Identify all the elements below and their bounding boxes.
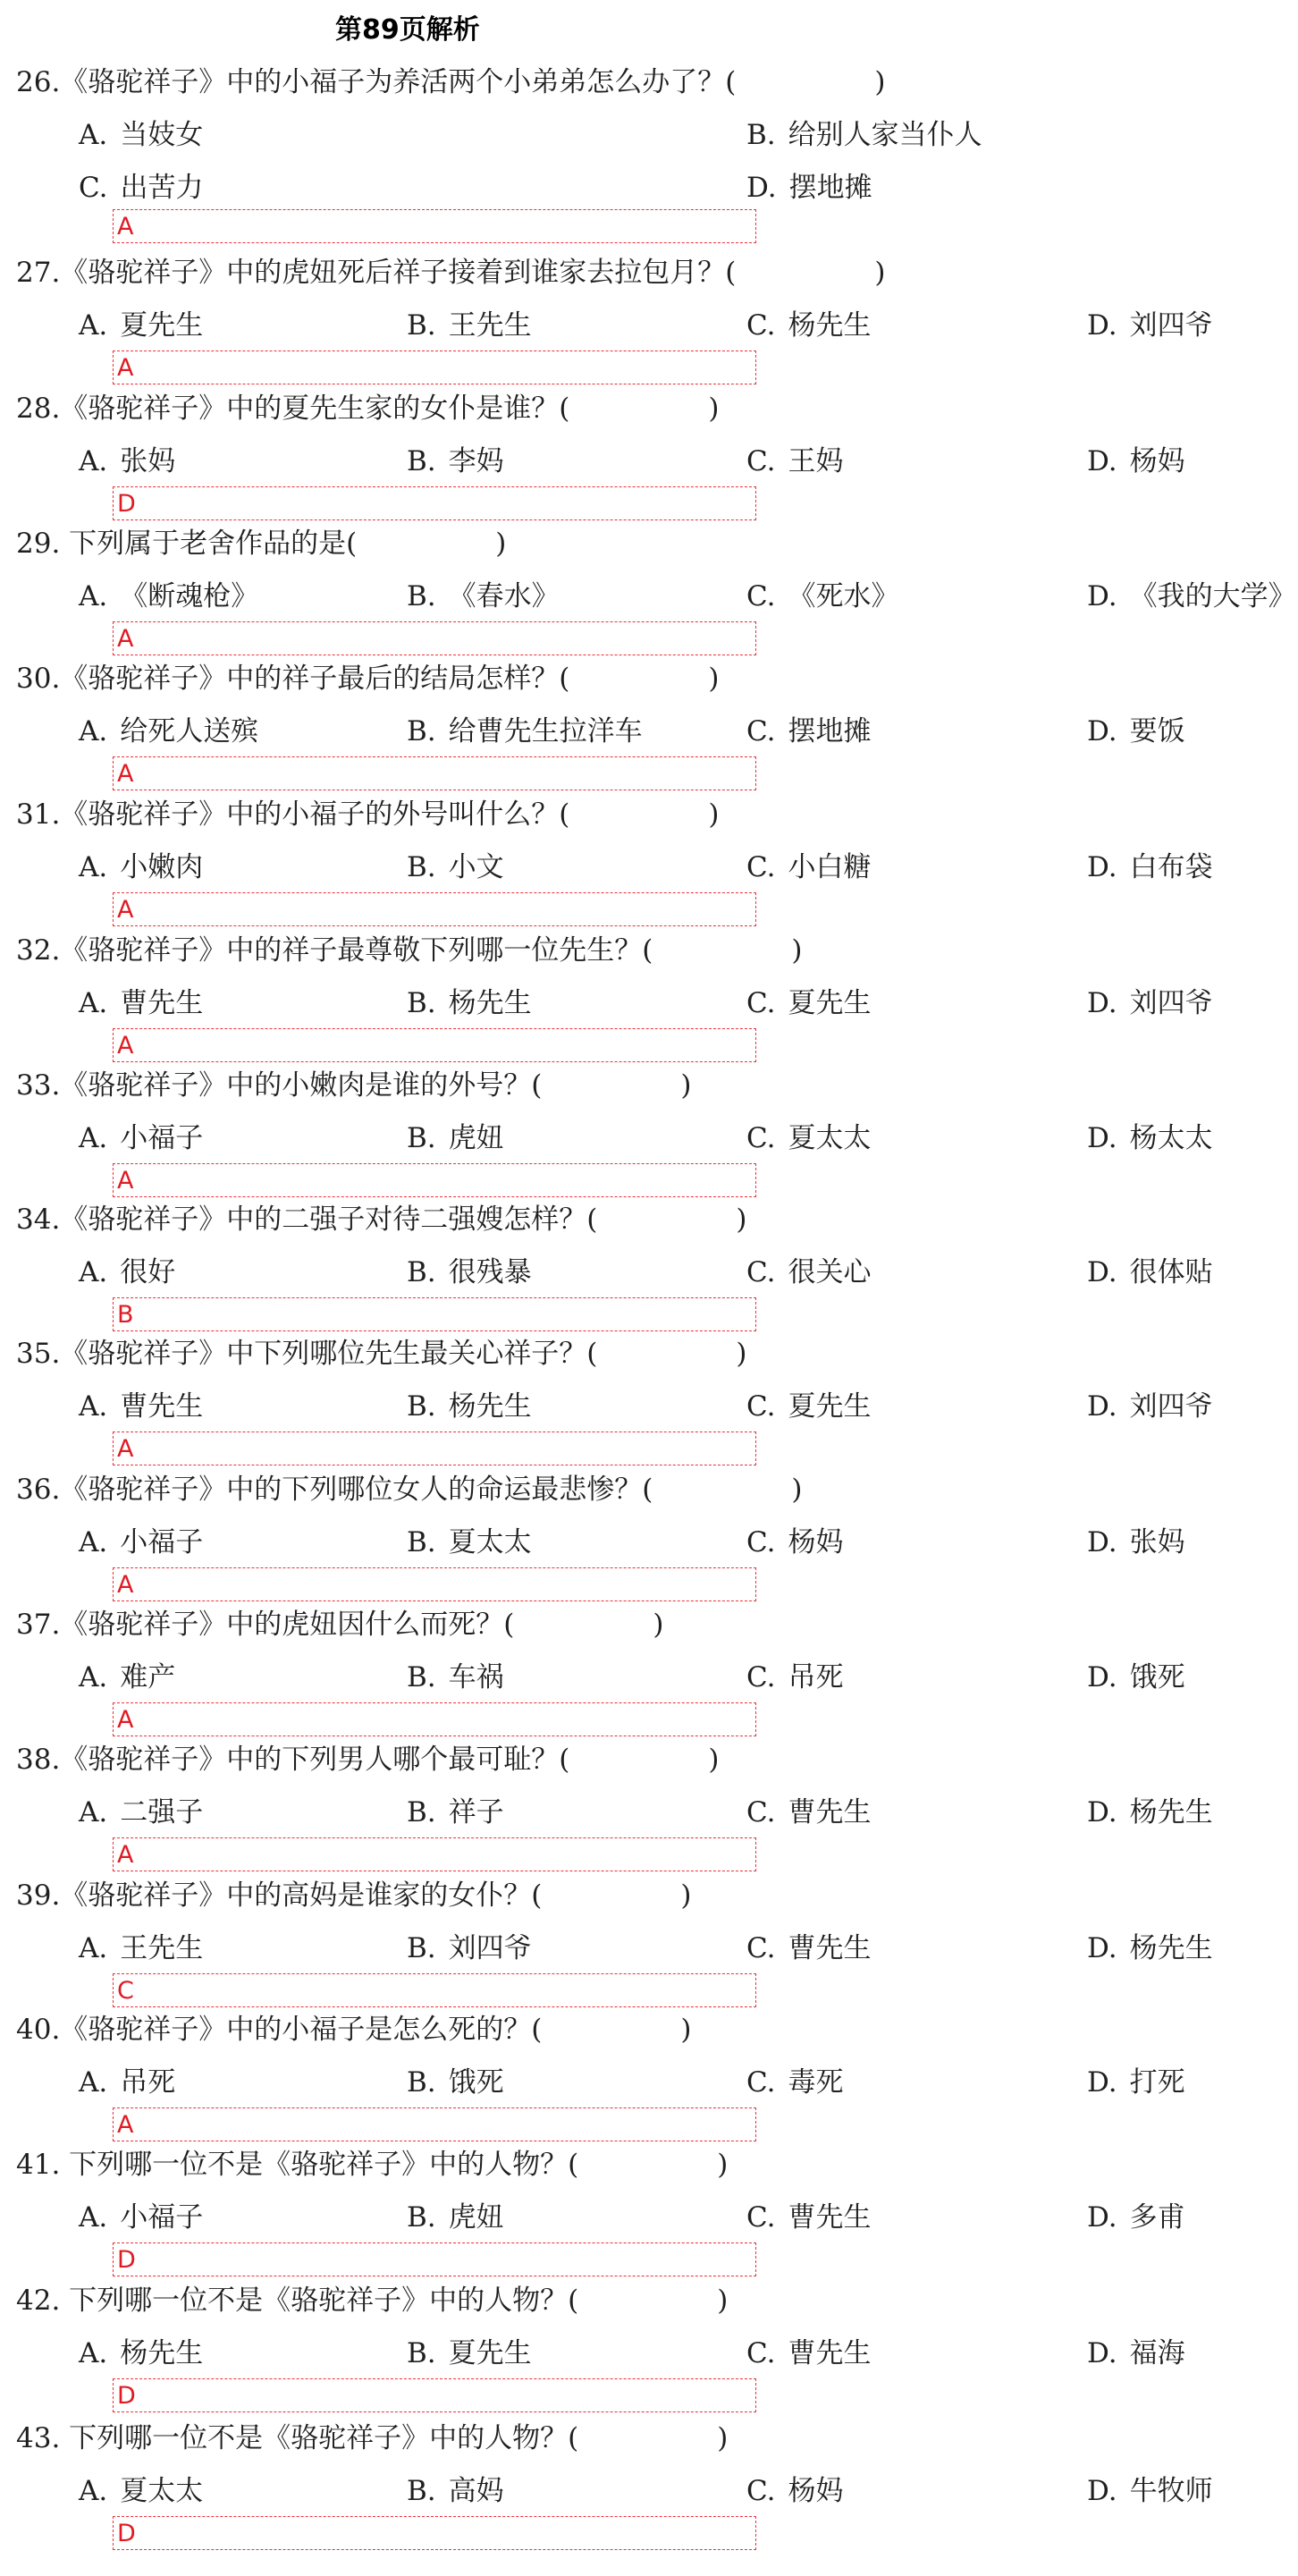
option-text: 王先生	[120, 1932, 204, 1964]
option-letter: A.	[79, 851, 108, 883]
option-letter: A.	[79, 309, 108, 342]
option-b	[407, 443, 504, 479]
option-d	[1087, 1254, 1213, 1290]
option-text: 毒死	[788, 2066, 844, 2099]
answer-box: A	[113, 1837, 756, 1871]
option-text: 刘四爷	[1129, 987, 1213, 1019]
option-b	[407, 849, 504, 885]
option-letter: D.	[1087, 987, 1117, 1019]
option-text: 王先生	[448, 309, 532, 342]
answer-box: A	[113, 621, 756, 655]
option-c	[746, 2065, 843, 2100]
question-stem: 32.《骆驼祥子》中的祥子最尊敬下列哪一位先生？( )	[16, 934, 803, 967]
option-letter: B.	[407, 1390, 436, 1423]
option-text: 很好	[120, 1256, 176, 1288]
question-item	[0, 1878, 1298, 2013]
option-text: 张妈	[120, 445, 176, 477]
option-text: 李妈	[448, 445, 504, 477]
question-item	[0, 255, 1298, 390]
answer-box: A	[113, 756, 756, 790]
option-a	[79, 443, 175, 479]
option-text: 很关心	[788, 1256, 872, 1288]
question-item	[0, 1336, 1298, 1471]
option-letter: D.	[1087, 580, 1117, 612]
option-letter: B.	[407, 1256, 436, 1288]
option-text: 刘四爷	[1129, 309, 1213, 342]
option-text: 当妓女	[120, 119, 204, 151]
option-d	[1087, 443, 1185, 479]
option-c	[746, 1660, 843, 1695]
option-a	[79, 1389, 203, 1424]
answer-box: A	[113, 1028, 756, 1062]
option-letter: A.	[79, 1256, 108, 1288]
question-stem: 36.《骆驼祥子》中的下列哪位女人的命运最悲惨？( )	[16, 1474, 803, 1506]
option-letter: C.	[746, 715, 776, 747]
option-d	[1087, 714, 1185, 749]
answer-box: A	[113, 1702, 756, 1736]
option-text: 白布袋	[1129, 851, 1213, 883]
option-letter: D.	[1087, 1932, 1117, 1964]
option-d	[746, 170, 872, 206]
option-letter: B.	[407, 309, 436, 342]
option-text: 夏太太	[448, 1526, 532, 1558]
answer-box: D	[113, 2242, 756, 2276]
question-stem: 30.《骆驼祥子》中的祥子最后的结局怎样？( )	[16, 663, 720, 695]
option-text: 二强子	[120, 1796, 204, 1829]
option-letter: B.	[407, 1932, 436, 1964]
option-a	[79, 2335, 203, 2371]
option-text: 很体贴	[1129, 1256, 1213, 1288]
option-text: 难产	[120, 1661, 176, 1693]
option-letter: A.	[79, 715, 108, 747]
option-b	[407, 579, 560, 614]
question-stem: 29. 下列属于老舍作品的是( )	[16, 528, 507, 560]
option-text: 曹先生	[120, 987, 204, 1019]
option-a	[79, 1795, 203, 1830]
option-text: 牛牧师	[1129, 2475, 1213, 2507]
option-letter: B.	[407, 1526, 436, 1558]
option-text: 曹先生	[788, 2337, 872, 2369]
question-item	[0, 2420, 1298, 2555]
answer-box: C	[113, 1973, 756, 2007]
option-text: 高妈	[448, 2475, 504, 2507]
option-text: 杨先生	[1129, 1796, 1213, 1829]
question-stem: 26.《骆驼祥子》中的小福子为养活两个小弟弟怎么办了？( )	[16, 66, 886, 98]
option-text: 《死水》	[788, 580, 899, 612]
option-text: 出苦力	[120, 172, 204, 204]
option-letter: D.	[1087, 715, 1117, 747]
option-letter: A.	[79, 2066, 108, 2099]
option-letter: C.	[746, 1122, 776, 1154]
option-b	[407, 714, 643, 749]
option-letter: D.	[1087, 2201, 1117, 2234]
option-text: 刘四爷	[1129, 1390, 1213, 1423]
option-letter: D.	[1087, 1256, 1117, 1288]
option-text: 要饭	[1129, 715, 1185, 747]
option-text: 摆地摊	[788, 172, 872, 204]
option-d	[1087, 1524, 1185, 1560]
option-a	[79, 2200, 203, 2235]
option-b	[407, 308, 532, 343]
option-letter: D.	[1087, 1796, 1117, 1829]
option-letter: A.	[79, 445, 108, 477]
option-letter: A.	[79, 580, 108, 612]
answer-box: D	[113, 2378, 756, 2412]
option-c	[746, 2200, 871, 2235]
answer-box: A	[113, 209, 756, 243]
question-stem: 43. 下列哪一位不是《骆驼祥子》中的人物？( )	[16, 2422, 729, 2454]
option-text: 小白糖	[788, 851, 872, 883]
option-letter: C.	[746, 2475, 776, 2507]
option-letter: A.	[79, 2475, 108, 2507]
option-text: 夏太太	[120, 2475, 204, 2507]
question-item	[0, 797, 1298, 932]
option-b	[407, 2473, 504, 2509]
option-text: 《春水》	[448, 580, 560, 612]
option-text: 小文	[448, 851, 504, 883]
option-text: 杨先生	[788, 309, 872, 342]
option-letter: A.	[79, 1661, 108, 1693]
option-b	[407, 1120, 504, 1156]
answer-box: D	[113, 2516, 756, 2550]
option-a	[79, 714, 258, 749]
option-text: 饿死	[1129, 1661, 1185, 1693]
option-text: 给死人送殡	[120, 715, 259, 747]
option-letter: B.	[407, 1122, 436, 1154]
answer-box: A	[113, 1432, 756, 1465]
option-text: 杨太太	[1129, 1122, 1213, 1154]
option-a	[79, 985, 203, 1021]
option-c	[746, 849, 871, 885]
option-text: 吊死	[788, 1661, 844, 1693]
option-b	[407, 1930, 532, 1966]
option-letter: C.	[746, 987, 776, 1019]
option-d	[1087, 2200, 1185, 2235]
question-item	[0, 1607, 1298, 1742]
option-c	[746, 443, 843, 479]
option-letter: B.	[407, 1661, 436, 1693]
question-item	[0, 933, 1298, 1068]
option-c	[746, 985, 871, 1021]
option-letter: A.	[79, 1796, 108, 1829]
option-a	[79, 1120, 203, 1156]
option-text: 夏先生	[788, 987, 872, 1019]
answer-box: A	[113, 1163, 756, 1197]
answer-box: A	[113, 1567, 756, 1601]
option-letter: D.	[1087, 1122, 1117, 1154]
answer-box: A	[113, 892, 756, 926]
option-c	[746, 1120, 871, 1156]
option-letter: C.	[746, 1390, 776, 1423]
option-a	[79, 308, 203, 343]
option-letter: D.	[1087, 2337, 1117, 2369]
option-text: 夏先生	[120, 309, 204, 342]
option-text: 饿死	[448, 2066, 504, 2099]
option-d	[1087, 2335, 1185, 2371]
question-item	[0, 1472, 1298, 1607]
option-letter: B.	[407, 2475, 436, 2507]
option-text: 曹先生	[788, 1932, 872, 1964]
page-title-text: 第89页解析	[335, 14, 480, 46]
option-d	[1087, 1389, 1213, 1424]
option-letter: C.	[746, 851, 776, 883]
option-text: 杨先生	[448, 1390, 532, 1423]
question-item	[0, 1742, 1298, 1877]
option-b	[407, 1524, 532, 1560]
option-letter: B.	[407, 987, 436, 1019]
option-a	[79, 1930, 203, 1966]
option-letter: D.	[1087, 2475, 1117, 2507]
option-text: 夏先生	[788, 1390, 872, 1423]
option-text: 曹先生	[120, 1390, 204, 1423]
option-letter: A.	[79, 2337, 108, 2369]
option-text: 杨妈	[1129, 445, 1185, 477]
option-text: 杨先生	[120, 2337, 204, 2369]
option-a	[79, 2065, 175, 2100]
option-letter: C.	[746, 2066, 776, 2099]
option-letter: C.	[746, 1256, 776, 1288]
option-text: 小嫩肉	[120, 851, 204, 883]
question-item	[0, 64, 1298, 252]
option-text: 杨妈	[788, 2475, 844, 2507]
option-c	[746, 1795, 871, 1830]
option-text: 曹先生	[788, 2201, 872, 2234]
option-text: 车祸	[448, 1661, 504, 1693]
option-letter: C.	[746, 2337, 776, 2369]
answer-box: A	[113, 351, 756, 384]
option-text: 夏先生	[448, 2337, 532, 2369]
question-stem: 40.《骆驼祥子》中的小福子是怎么死的？( )	[16, 2014, 692, 2046]
option-letter: A.	[79, 1526, 108, 1558]
option-letter: B.	[407, 1796, 436, 1829]
option-b	[407, 2065, 504, 2100]
option-letter: B.	[407, 445, 436, 477]
option-a	[79, 849, 203, 885]
option-b	[407, 1254, 532, 1290]
option-d	[1087, 2473, 1213, 2509]
question-stem: 27.《骆驼祥子》中的虎妞死后祥子接着到谁家去拉包月？( )	[16, 257, 886, 289]
question-item	[0, 1068, 1298, 1203]
option-d	[1087, 985, 1213, 1021]
option-letter: C.	[746, 1526, 776, 1558]
option-c	[746, 2473, 843, 2509]
option-c	[746, 579, 898, 614]
option-letter: D.	[746, 172, 777, 204]
option-letter: B.	[746, 119, 776, 151]
option-c	[79, 170, 203, 206]
option-letter: B.	[407, 851, 436, 883]
option-text: 祥子	[448, 1796, 504, 1829]
option-text: 小福子	[120, 1122, 204, 1154]
option-letter: A.	[79, 1932, 108, 1964]
option-letter: D.	[1087, 445, 1117, 477]
option-letter: D.	[1087, 851, 1117, 883]
option-letter: D.	[1087, 1390, 1117, 1423]
option-d	[1087, 1660, 1185, 1695]
answer-box: A	[113, 2107, 756, 2141]
option-a	[79, 2473, 203, 2509]
option-a	[79, 579, 258, 614]
option-text: 小福子	[120, 1526, 204, 1558]
option-d	[1087, 1120, 1213, 1156]
option-c	[746, 1524, 843, 1560]
option-letter: D.	[1087, 309, 1117, 342]
option-c	[746, 308, 871, 343]
option-a	[79, 1524, 203, 1560]
question-stem: 37.《骆驼祥子》中的虎妞因什么而死？( )	[16, 1609, 664, 1641]
option-letter: C.	[746, 309, 776, 342]
question-item	[0, 1202, 1298, 1337]
option-b	[746, 117, 982, 153]
option-letter: C.	[79, 172, 108, 204]
question-stem: 38.《骆驼祥子》中的下列男人哪个最可耻？( )	[16, 1744, 720, 1776]
option-letter: A.	[79, 1390, 108, 1423]
option-d	[1087, 2065, 1185, 2100]
option-letter: D.	[1087, 2066, 1117, 2099]
option-b	[407, 985, 532, 1021]
option-text: 曹先生	[788, 1796, 872, 1829]
option-letter: A.	[79, 119, 108, 151]
question-stem: 41. 下列哪一位不是《骆驼祥子》中的人物？( )	[16, 2149, 729, 2181]
question-stem: 31.《骆驼祥子》中的小福子的外号叫什么？( )	[16, 798, 720, 831]
option-text: 《断魂枪》	[120, 580, 259, 612]
option-text: 吊死	[120, 2066, 176, 2099]
option-letter: A.	[79, 1122, 108, 1154]
question-item	[0, 2147, 1298, 2282]
option-c	[746, 714, 871, 749]
answer-box: B	[113, 1297, 756, 1331]
question-stem: 28.《骆驼祥子》中的夏先生家的女仆是谁？( )	[16, 393, 720, 425]
option-text: 给别人家当仆人	[788, 119, 982, 151]
option-text: 小福子	[120, 2201, 204, 2234]
option-letter: D.	[1087, 1526, 1117, 1558]
option-text: 摆地摊	[788, 715, 872, 747]
option-text: 杨先生	[1129, 1932, 1213, 1964]
option-text: 刘四爷	[448, 1932, 532, 1964]
option-text: 很残暴	[448, 1256, 532, 1288]
option-a	[79, 1660, 175, 1695]
option-d	[1087, 1795, 1213, 1830]
option-text: 夏太太	[788, 1122, 872, 1154]
option-letter: B.	[407, 2201, 436, 2234]
option-letter: C.	[746, 580, 776, 612]
option-c	[746, 1254, 871, 1290]
option-c	[746, 1930, 871, 1966]
option-b	[407, 1795, 504, 1830]
option-text: 多甫	[1129, 2201, 1185, 2234]
option-text: 打死	[1129, 2066, 1185, 2099]
question-stem: 39.《骆驼祥子》中的高妈是谁家的女仆？( )	[16, 1879, 692, 1912]
option-letter: C.	[746, 1932, 776, 1964]
option-letter: B.	[407, 715, 436, 747]
option-letter: C.	[746, 1661, 776, 1693]
option-text: 杨先生	[448, 987, 532, 1019]
option-text: 《我的大学》	[1129, 580, 1296, 612]
option-d	[1087, 308, 1213, 343]
option-c	[746, 2335, 871, 2371]
option-d	[1087, 579, 1296, 614]
option-letter: C.	[746, 445, 776, 477]
option-text: 王妈	[788, 445, 844, 477]
question-item	[0, 2283, 1298, 2418]
option-letter: B.	[407, 580, 436, 612]
option-text: 杨妈	[788, 1526, 844, 1558]
option-text: 张妈	[1129, 1526, 1185, 1558]
option-text: 虎妞	[448, 1122, 504, 1154]
option-a	[79, 117, 203, 153]
option-b	[407, 1389, 532, 1424]
question-item	[0, 2012, 1298, 2147]
option-letter: B.	[407, 2337, 436, 2369]
question-stem: 42. 下列哪一位不是《骆驼祥子》中的人物？( )	[16, 2285, 729, 2317]
question-stem: 33.《骆驼祥子》中的小嫩肉是谁的外号？( )	[16, 1069, 692, 1102]
option-a	[79, 1254, 175, 1290]
option-letter: D.	[1087, 1661, 1117, 1693]
option-text: 给曹先生拉洋车	[448, 715, 643, 747]
option-c	[746, 1389, 871, 1424]
option-letter: A.	[79, 987, 108, 1019]
option-text: 福海	[1129, 2337, 1185, 2369]
option-b	[407, 1660, 504, 1695]
option-b	[407, 2335, 532, 2371]
option-letter: B.	[407, 2066, 436, 2099]
option-letter: A.	[79, 2201, 108, 2234]
answer-box: D	[113, 486, 756, 520]
option-letter: C.	[746, 1796, 776, 1829]
question-item	[0, 661, 1298, 796]
option-letter: C.	[746, 2201, 776, 2234]
question-stem: 34.《骆驼祥子》中的二强子对待二强嫂怎样？( )	[16, 1204, 747, 1236]
option-d	[1087, 849, 1213, 885]
question-item	[0, 526, 1298, 661]
question-stem: 35.《骆驼祥子》中下列哪位先生最关心祥子？( )	[16, 1338, 747, 1370]
option-d	[1087, 1930, 1213, 1966]
option-b	[407, 2200, 504, 2235]
option-text: 虎妞	[448, 2201, 504, 2234]
question-item	[0, 391, 1298, 526]
